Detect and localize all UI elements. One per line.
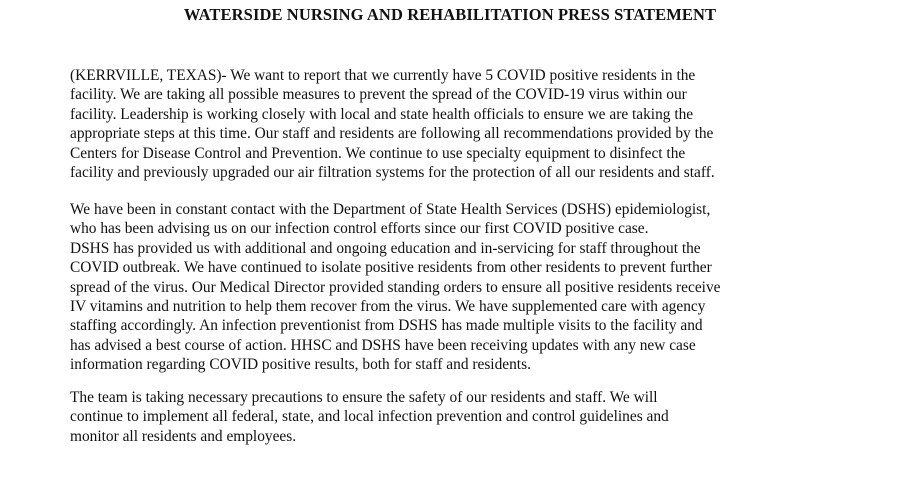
paragraph-line: facility. Leadership is working closely with local and state health officials to ensure we are taking the	[70, 105, 694, 123]
paragraph-line: Centers for Disease Control and Prevention. We continue to use specialty equipment to disinfect the	[70, 144, 686, 162]
paragraph-line: IV vitamins and nutrition to help them recover from the virus. We have supplemented care with agency	[70, 298, 706, 316]
paragraph-line: appropriate steps at this time. Our staff and residents are following all recommendations provided by the	[70, 125, 714, 143]
paragraph-line: spread of the virus. Our Medical Director provided standing orders to ensure all positive residents receive	[70, 278, 721, 296]
paragraph-line: staffing accordingly. An infection preventionist from DSHS has made multiple visits to the facility and	[70, 317, 703, 335]
paragraph-line: who has been advising us on our infection control efforts since our first COVID positive case.	[70, 220, 649, 238]
paragraph-line: (KERRVILLE, TEXAS)- We want to report that we currently have 5 COVID positive residents in the	[70, 67, 696, 84]
paragraph-line: has advised a best course of action. HHSC and DSHS have been receiving updates with any new case	[70, 336, 696, 354]
paragraph-line: facility and previously upgraded our air filtration systems for the protection of all our residents and staff.	[70, 164, 715, 182]
paragraph-dshs-contact	[70, 200, 845, 375]
paragraph-line: continue to implement all federal, state, and local infection prevention and control guidelines and	[70, 408, 669, 426]
paragraph-line: information regarding COVID positive results, both for staff and residents.	[70, 356, 531, 374]
paragraph-line: We have been in constant contact with the Department of State Health Services (DSHS) epidemiologist,	[70, 201, 711, 218]
paragraph-line: facility. We are taking all possible measures to prevent the spread of the COVID-19 virus within our	[70, 86, 687, 104]
paragraph-line: monitor all residents and employees.	[70, 427, 297, 445]
paragraph-situation	[70, 66, 845, 182]
paragraph-line: DSHS has provided us with additional and ongoing education and in-servicing for staff throughout the	[70, 239, 701, 257]
paragraph-line: COVID outbreak. We have continued to isolate positive residents from other residents to prevent further	[70, 259, 712, 277]
paragraph-precautions	[70, 388, 845, 446]
paragraph-line: The team is taking necessary precautions to ensure the safety of our residents and staff. We will	[70, 389, 658, 406]
document-title: WATERSIDE NURSING AND REHABILITATION PRESS STATEMENT	[183, 5, 717, 24]
